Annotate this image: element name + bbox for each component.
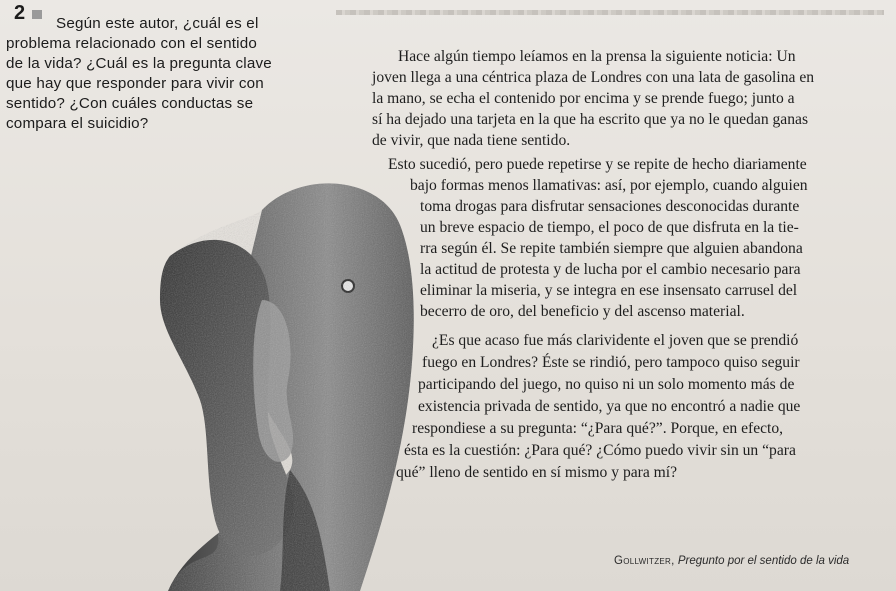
passage-line: joven llega a una céntrica plaza de Londres con una lata de gasolina en — [372, 69, 815, 86]
question-line: Según este autor, ¿cuál es el — [56, 15, 259, 32]
passage-line: respondiese a su pregunta: “¿Para qué?”. Porque, en efecto, — [412, 420, 784, 437]
passage-line: toma drogas para disfrutar sensaciones desconocidas durante — [420, 198, 800, 215]
passage-line: rra según él. Se repite también siempre que alguien abandona — [420, 240, 803, 257]
question-line: compara el suicidio? — [6, 115, 149, 132]
passage-line: ésta es la cuestión: ¿Para qué? ¿Cómo puedo vivir sin un “para — [404, 442, 796, 459]
passage-line: becerro de oro, del beneficio y del ascenso material. — [420, 303, 745, 320]
attribution-work: Pregunto por el sentido de la vida — [677, 555, 850, 567]
passage-line: qué” lleno de sentido en sí mismo y para mí? — [396, 464, 678, 481]
passage-line: eliminar la miseria, y se integra en ese insensato carrusel del — [420, 282, 798, 299]
passage-line: la actitud de protesta y de lucha por el cambio necesario para — [420, 261, 801, 278]
passage-line: fuego en Londres? Éste se rindió, pero tampoco quiso seguir — [422, 354, 800, 371]
question-line: problema relacionado con el sentido — [6, 35, 258, 52]
passage-line: Hace algún tiempo leíamos en la prensa la siguiente noticia: Un — [398, 48, 796, 65]
passage-line: ¿Es que acaso fue más clarividente el joven que se prendió — [432, 332, 799, 349]
passage-line: bajo formas menos llamativas: así, por ejemplo, cuando alguien — [410, 177, 808, 194]
passage-line: de vivir, que nada tiene sentido. — [372, 132, 571, 149]
passage-line: la mano, se echa el contenido por encima y se prende fuego; junto a — [372, 90, 795, 107]
passage-line: existencia privada de sentido, ya que no encontró a nadie que — [418, 398, 801, 415]
passage-line: participando del juego, no quiso ni un solo momento más de — [418, 376, 795, 393]
passage-line: un breve espacio de tiempo, el poco de que disfruta en la tie- — [420, 219, 799, 236]
question-line: de la vida? ¿Cuál es la pregunta clave — [6, 55, 272, 72]
question-line: sentido? ¿Con cuáles conductas se — [6, 95, 254, 112]
passage-line: sí ha dejado una tarjeta en la que ha escrito que ya no le quedan ganas — [372, 111, 809, 128]
attribution-author: Gollwitzer, — [614, 555, 675, 567]
attribution — [614, 555, 849, 567]
passage-line: Esto sucedió, pero puede repetirse y se repite de hecho diariamente — [388, 156, 807, 173]
question-number: 2 — [14, 2, 26, 24]
question-line: que hay que responder para vivir con — [6, 75, 264, 92]
